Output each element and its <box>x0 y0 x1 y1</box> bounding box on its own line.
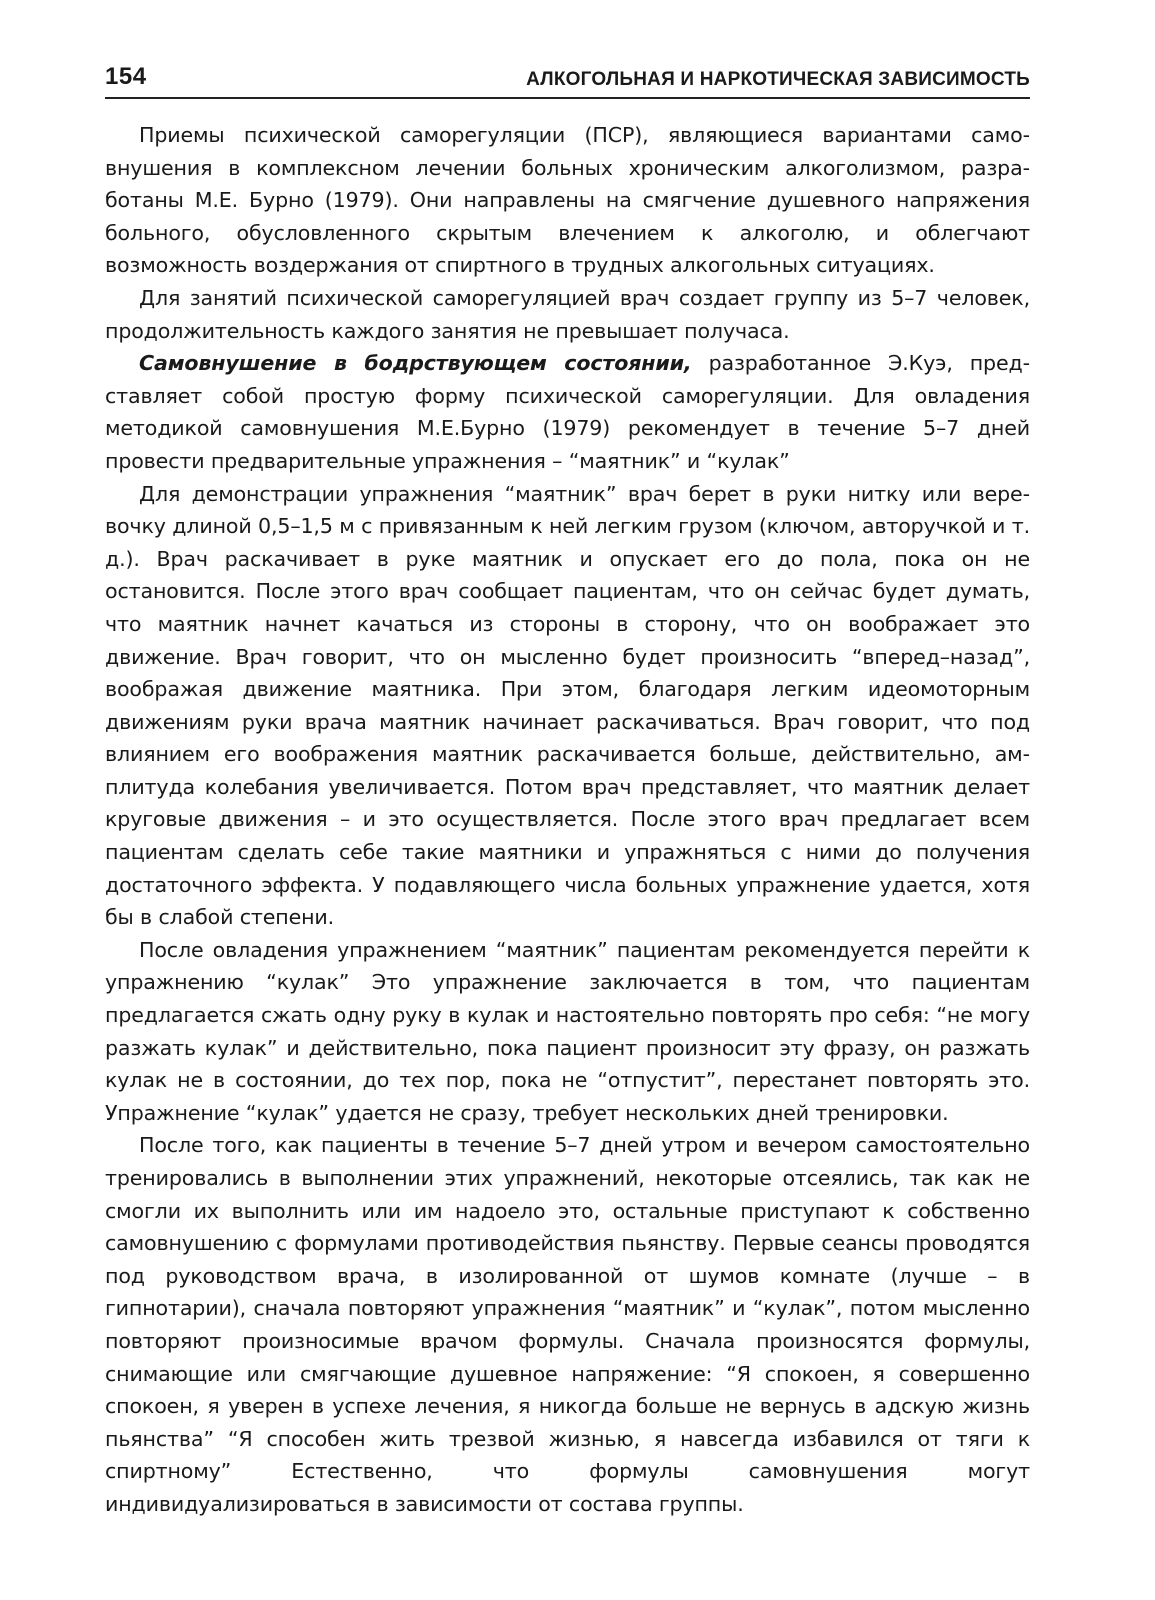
paragraph-text: После того, как пациенты в течение 5–7 дней утром и вечером самостоятельно тренировались в выполнении этих упражнений, некоторые отсеялись, так как не смогли их выполнить или им надоело это, остальные приступают к собственно самовнушению с формулами противодействия пьянству. Первые сеансы проводятся под руководством врача, в изолированной от шумов комнате (лучше – в гипнотарии), сначала повторяют упражнения “маятник” и “кулак”, потом мысленно повторяют произносимые врачом формулы. Сначала произносятся формулы, снимающие или смягчающие душевное напряжение: “Я спокоен, я совершенно спокоен, я уверен в успехе лечения, я никогда больше не вернусь в адскую жизнь пьянства” “Я способен жить трезвой жизнью, я навсегда избавился от тяги к спиртному” Естественно, что формулы самовнушения могут индивидуализироваться в зависимости от состава группы. <box>105 1133 1030 1516</box>
paragraph <box>105 282 1030 347</box>
paragraph <box>105 119 1030 282</box>
paragraph <box>105 1129 1030 1520</box>
running-title: АЛКОГОЛЬНАЯ И НАРКОТИЧЕСКАЯ ЗАВИСИМОСТЬ <box>526 69 1030 90</box>
paragraph <box>105 934 1030 1130</box>
book-page <box>105 55 1030 1521</box>
paragraph-text: разработанное Э.Куэ, представляет собой простую форму психической саморегуляции. Для овладения методикой самовнушения М.Е.Бурно (1979) рекомендует в течение 5–7 дней провести предварительные упражнения – “маятник” и “кулак” <box>105 351 1030 473</box>
running-header <box>105 55 1030 99</box>
paragraph-text: Приемы психической саморегуляции (ПСР), являющиеся вариантами самовнушения в комплексном лечении больных хроническим алкоголизмом, разработаны М.Е. Бурно (1979). Они направлены на смягчение душевного напряжения больного, обусловленного скрытым влечением к алкоголю, и облегчают возможность воздержания от спиртного в трудных алкогольных ситуациях. <box>105 123 1030 278</box>
paragraph-text: Для занятий психической саморегуляцией врач создает группу из 5–7 человек, продолжительность каждого занятия не превышает получаса. <box>105 285 1030 343</box>
paragraph <box>105 478 1030 934</box>
page-number: 154 <box>105 63 147 90</box>
body-text <box>105 119 1030 1521</box>
paragraph-text: Для демонстрации упражнения “маятник” врач берет в руки нитку или веревочку длиной 0,5–1,5 м с привязанным к ней легким грузом (ключом, авторучкой и т. д.). Врач раскачивает в руке маятник и опускает его до пола, пока он не остановится. После этого врач сообщает пациентам, что он сейчас будет думать, что маятник начнет качаться из стороны в сторону, что он воображает это движение. Врач говорит, что он мысленно будет произносить “вперед–назад”, воображая движение маятника. При этом, благодаря легким идеомоторным движениям руки врача маятник начинает раскачиваться. Врач говорит, что под влиянием его воображения маятник раскачивается больше, действительно, амплитуда колебания увеличивается. Потом врач представляет, что маятник делает круговые движения – и это осуществляется. После этого врач предлагает всем пациентам сделать себе такие маятники и упражняться с ними до получения достаточного эффекта. У подавляющего числа больных упражнение удается, хотя бы в слабой степени. <box>105 481 1030 930</box>
paragraph-lead-term: Самовнушение в бодрствующем состоянии, <box>139 351 692 376</box>
paragraph-text: После овладения упражнением “маятник” пациентам рекомендуется перейти к упражнению “кулак” Это упражнение заключается в том, что пациентам предлагается сжать одну руку в кулак и настоятельно повторять про себя: “не могу разжать кулак” и действительно, пока пациент произносит эту фразу, он разжать кулак не в состоянии, до тех пор, пока не “отпустит”, перестанет повторять это. Упражнение “кулак” удается не сразу, требует нескольких дней тренировки. <box>105 937 1030 1125</box>
paragraph <box>105 347 1030 477</box>
